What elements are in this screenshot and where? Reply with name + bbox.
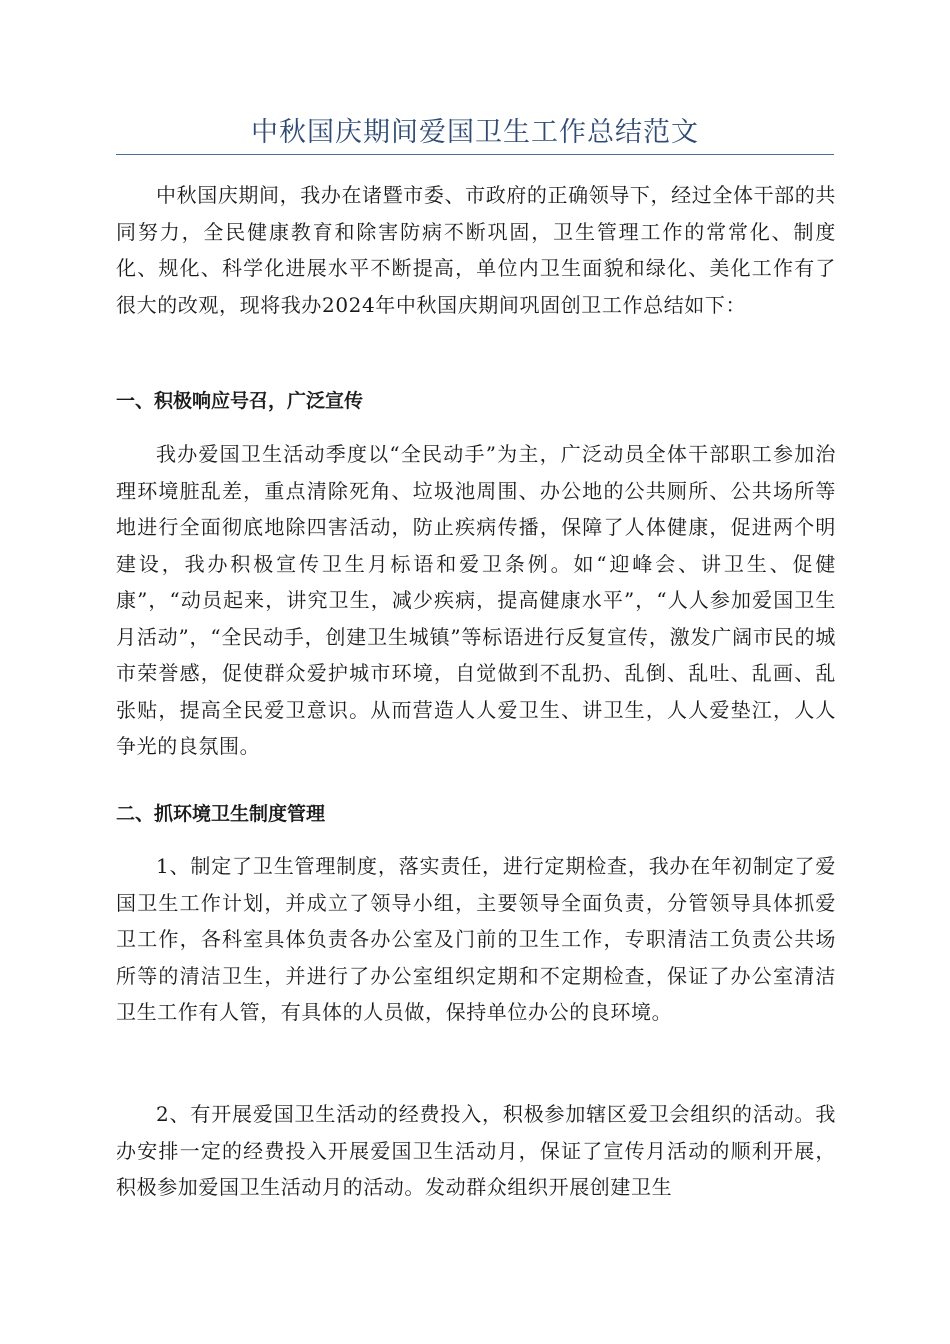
- title-underline: [116, 154, 834, 155]
- section-heading-2: 二、抓环境卫生制度管理: [116, 803, 326, 825]
- intro-paragraph: 中秋国庆期间，我办在诸暨市委、市政府的正确领导下，经过全体干部的共同努力，全民健康教育和除害防病不断巩固，卫生管理工作的常常化、制度化、规化、科学化进展水平不断提高，单位内卫生面貌和绿化、美化工作有了很大的改观，现将我办2024年中秋国庆期间巩固创卫工作总结如下：: [116, 183, 836, 317]
- section-heading-1: 一、积极响应号召，广泛宣传: [116, 390, 364, 412]
- section-2-paragraph-2: 2、有开展爱国卫生活动的经费投入，积极参加辖区爱卫会组织的活动。我办安排一定的经费投入开展爱国卫生活动月，保证了宣传月活动的顺利开展，积极参加爱国卫生活动月的活动。发动群众组织开展创建卫生: [116, 1102, 836, 1199]
- document-title: 中秋国庆期间爱国卫生工作总结范文: [251, 117, 699, 148]
- section-1-paragraph-1: 我办爱国卫生活动季度以“全民动手”为主，广泛动员全体干部职工参加治理环境脏乱差，重点清除死角、垃圾池周围、办公地的公共厕所、公共场所等地进行全面彻底地除四害活动，防止疾病传播，保障了人体健康，促进两个明建设，我办积极宣传卫生月标语和爱卫条例。如“迎峰会、讲卫生、促健康”，“动员起来，讲究卫生，减少疾病，提高健康水平”，“人人参加爱国卫生月活动”，“全民动手，创建卫生城镇”等标语进行反复宣传，激发广阔市民的城市荣誉感，促使群众爱护城市环境，自觉做到不乱扔、乱倒、乱吐、乱画、乱张贴，提高全民爱卫意识。从而营造人人爱卫生、讲卫生，人人爱垫江，人人争光的良氛围。: [116, 442, 836, 758]
- section-2-paragraph-1: 1、制定了卫生管理制度，落实责任，进行定期检查，我办在年初制定了爱国卫生工作计划，并成立了领导小组，主要领导全面负责，分管领导具体抓爱卫工作，各科室具体负责各办公室及门前的卫生工作，专职清洁工负责公共场所等的清洁卫生，并进行了办公室组织定期和不定期检查，保证了办公室清洁卫生工作有人管，有具体的人员做，保持单位办公的良环境。: [116, 854, 836, 1024]
